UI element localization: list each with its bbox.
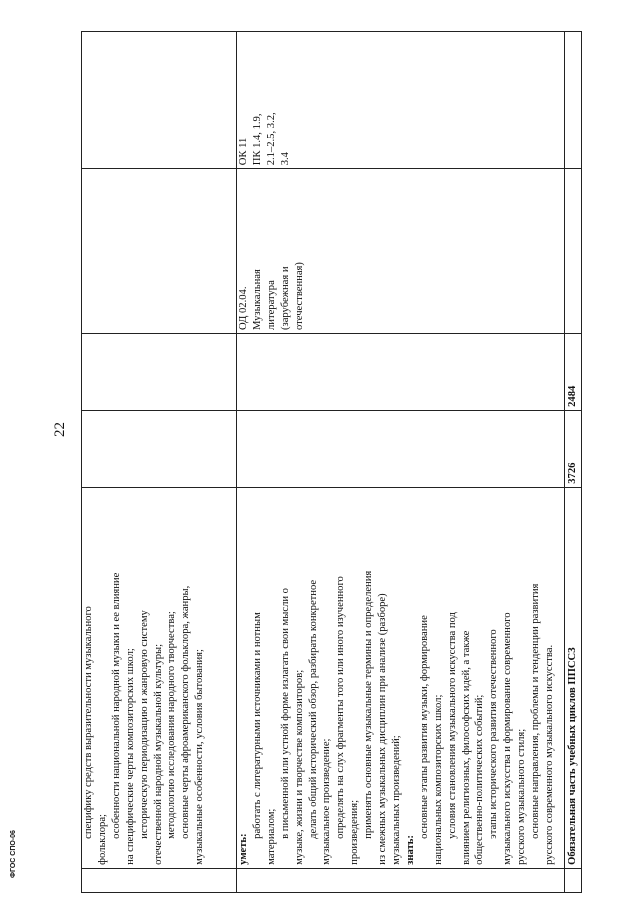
curriculum-table bbox=[81, 31, 582, 893]
index-cell bbox=[237, 868, 565, 892]
text-line: условия становления музыкального искусства под bbox=[446, 612, 458, 839]
competence-cell bbox=[237, 32, 565, 169]
index-cell bbox=[82, 868, 237, 892]
summary-class-hours: 2484 bbox=[565, 334, 582, 411]
summary-label: Обязательная часть учебных циклов ППССЗ bbox=[565, 487, 582, 868]
discipline-cell bbox=[82, 169, 237, 334]
text-line: национальных композиторских школ; bbox=[432, 694, 444, 865]
summary-total-hours: 3726 bbox=[565, 410, 582, 487]
text-line: отечественной народной музыкальной культуры; bbox=[152, 643, 164, 865]
text-line: особенности национальной народной музыки и ее влияние bbox=[110, 572, 122, 839]
umet-list bbox=[251, 491, 404, 865]
summary-discipline-cell bbox=[565, 169, 582, 334]
znat-label: знать: bbox=[404, 835, 416, 865]
text-line: ПК 1.4, 1.9, bbox=[251, 113, 263, 166]
text-line: 3.4 bbox=[279, 152, 291, 166]
index-cell bbox=[565, 868, 582, 892]
skills-knowledge-cell bbox=[237, 487, 565, 868]
discipline-cell bbox=[237, 169, 565, 334]
class-hours-cell bbox=[82, 334, 237, 411]
text-line: русского музыкального стиля; bbox=[516, 728, 528, 865]
table-row bbox=[237, 32, 565, 893]
class-hours-cell bbox=[237, 334, 565, 411]
rotated-table-container bbox=[81, 31, 582, 893]
summary-row bbox=[565, 32, 582, 893]
text-line: из смежных музыкальных дисциплин при анализе (разборе) bbox=[377, 593, 389, 865]
text-line: материалом; bbox=[265, 808, 277, 865]
text-line: на специфические черты композиторских школ; bbox=[124, 648, 136, 865]
text-line: музыке, жизни и творчестве композиторов; bbox=[293, 669, 305, 865]
text-line: музыкальные особенности, условия бытования; bbox=[194, 649, 206, 865]
text-line: 2.1–2.5, 3.2, bbox=[265, 112, 277, 166]
text-line: музыкальное произведение; bbox=[321, 738, 333, 865]
text-line: русского современного музыкального искусства. bbox=[543, 644, 555, 865]
text-line: применять основные музыкальные термины и определения bbox=[363, 570, 375, 839]
document-footer: ФГОС СПО-06 bbox=[10, 830, 17, 878]
text-line: в письменной или устной форме излагать свои мысли о bbox=[279, 588, 291, 839]
umet-label: уметь: bbox=[238, 833, 249, 865]
text-line: определять на слух фрагменты того или иного изученного bbox=[335, 576, 347, 839]
competence-cell bbox=[82, 32, 237, 169]
summary-competence-cell bbox=[565, 32, 582, 169]
table-row bbox=[82, 32, 237, 893]
znat-list bbox=[418, 491, 557, 865]
page-number: 22 bbox=[52, 422, 68, 437]
text-line: ОК 11 bbox=[238, 137, 249, 166]
text-line: этапы исторического развития отечественного bbox=[488, 629, 500, 839]
text-line: ОД 02.04. bbox=[238, 286, 249, 331]
text-line: основные направления, проблемы и тенденции развития bbox=[530, 583, 542, 839]
text-line: музыкального искусства и формирование современного bbox=[502, 612, 514, 865]
text-line: влиянием религиозных, философских идей, а также bbox=[460, 630, 472, 865]
total-hours-cell bbox=[237, 410, 565, 487]
text-line: литература bbox=[265, 280, 277, 331]
total-hours-cell bbox=[82, 410, 237, 487]
text-line: произведения; bbox=[349, 799, 361, 865]
text-line: фольклора; bbox=[96, 814, 108, 865]
knowledge-cell bbox=[82, 487, 237, 868]
text-line: общественно-политических событий; bbox=[474, 694, 486, 865]
text-line: специфику средств выразительности музыкального bbox=[83, 606, 94, 839]
text-line: музыкальных произведений; bbox=[390, 735, 402, 865]
text-line: работать с литературными источниками и нотным bbox=[251, 612, 263, 839]
text-line: отечественная) bbox=[293, 262, 305, 331]
text-line: основные черты афроамериканского фольклора, жанры, bbox=[180, 585, 192, 839]
text-line: методологию исследования народного творчества; bbox=[166, 611, 178, 839]
text-line: делать общий исторический обзор, разбирать конкретное bbox=[307, 579, 319, 839]
text-line: основные этапы развития музыки, формирование bbox=[418, 615, 430, 839]
text-line: историческую периодизацию и жанровую систему bbox=[138, 610, 150, 839]
text-line: Музыкальная bbox=[251, 269, 263, 331]
text-line: (зарубежная и bbox=[279, 266, 291, 331]
